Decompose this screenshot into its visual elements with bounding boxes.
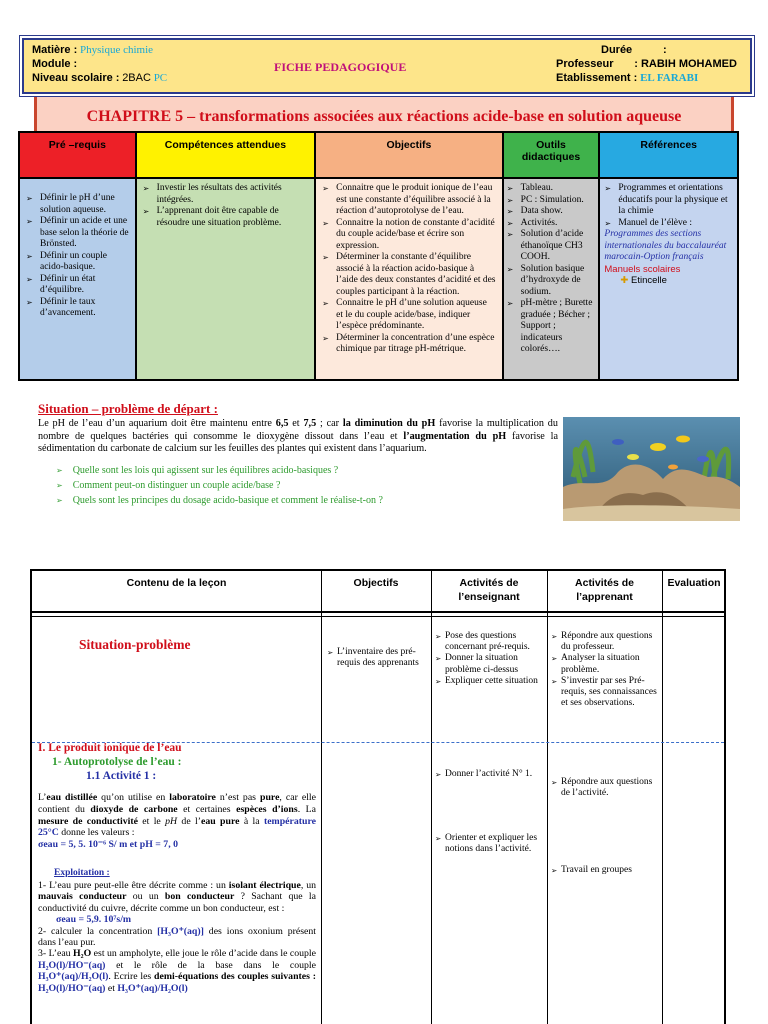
section-1-1-title: 1- Autoprotolyse de l’eau : — [52, 756, 182, 768]
question-item: ➢ Quelle sont les lois qui agissent sur les équilibres acido-basiques ? — [56, 465, 556, 476]
question-item: ➢ Quels sont les principes du dosage acido-basique et comment le réalise-t-on ? — [56, 495, 556, 506]
apprenant-travail: ➢ Travail en groupes — [551, 865, 661, 876]
objectif-item: ➢ Connaitre que le produit ionique de l’eau est une constante d’équilibre associé à la réaction d’autoprotolyse de l’eau. — [322, 183, 495, 218]
enseignant-item: ➢ Donner la situation problème ci-dessus — [435, 653, 547, 675]
prerequis-item: ➢ Définir un couple acido-basique. — [26, 251, 129, 274]
enseignant-orienter: ➢ Orienter et expliquer les notions dans l’activité. — [435, 833, 547, 855]
enseignant-cell — [435, 631, 547, 687]
prerequis-item: ➢ Définir le pH d’une solution aqueuse. — [26, 193, 129, 216]
references-header: Références — [600, 133, 737, 177]
outils-body — [504, 179, 599, 379]
competence-item: ➢ L’apprenant doit être capable de résoudre une situation problème. — [143, 206, 309, 229]
outil-item: ➢ Activités. — [507, 218, 596, 230]
outil-item: ➢ Solution d’acide éthanoïque CH3 COOH. — [507, 229, 596, 264]
contenu-header: Contenu de la leçon — [126, 577, 227, 589]
header-right — [556, 43, 737, 85]
header-box — [22, 38, 752, 94]
evaluation-header: Evaluation — [667, 577, 721, 589]
matiere-label: Matière : — [32, 44, 78, 56]
objectifs-header: Objectifs — [316, 133, 501, 177]
exploitation-text: 1- L’eau pure peut-elle être décrite comme : un isolant électrique, un mauvais conducteur ou un bon conducteur ? Sachant que la conductivité du cuivre, décrite comme un bon conducteur, est : σeau = 5,9. 10⁷s/m 2- calculer la concentration [H₃O⁺(aq)] des ions oxonium présent dans l’eau pur. 3- L’eau H₂O est un ampholyte, elle joue le rôle d’acide dans le couple H₂O(l)/HO⁻(aq) et le rôle de la base dans le couple H₃O⁺(aq)/H₂O(l). Ecrire les demi-équations des couples suivantes : H₂O(l)/HO⁻(aq) et H₃O⁺(aq)/H₂O(l) — [38, 880, 317, 994]
objectif-item: ➢ Déterminer la constante d’équilibre associé à la réaction acido-basique à l’aide des deux constantes d’acidité et des couples participant à la réaction. — [322, 252, 495, 298]
competences-body — [137, 179, 315, 379]
outils-header: Outils didactiques — [504, 133, 599, 177]
competences-header: Compétences attendues — [137, 133, 315, 177]
situation-title: Situation – problème de départ : — [38, 401, 218, 416]
professeur-label: Professeur — [556, 58, 614, 70]
objectif-item: ➢ Connaitre la notion de constante d’acidité du couple acide/base et écrire son expression. — [322, 218, 495, 253]
enseignant-item: ➢ Expliquer cette situation — [435, 676, 547, 687]
outil-item: ➢ pH-mètre ; Burette graduée ; Bécher ; Support ; indicateurs colorés…. — [507, 298, 596, 356]
prerequis-header: Pré –requis — [20, 133, 135, 177]
prerequis-item: ➢ Définir un acide et une base selon la théorie de Brönsted. — [26, 216, 129, 251]
objectif-cell: ➢ L’inventaire des pré-requis des apprenants — [327, 647, 431, 669]
prerequis-body — [20, 179, 135, 379]
objectif-item: ➢ Connaitre le pH d’une solution aqueuse et le du couple acide/base, indiquer l’espèce prédominante. — [322, 298, 495, 333]
apprenant-item: ➢ S’investir par ses Pré-requis, ses connaissances et ses observations. — [551, 676, 659, 710]
module-label: Module : — [32, 58, 78, 70]
fiche-title: FICHE PEDAGOGIQUE — [274, 60, 407, 74]
apprenant-header: Activités de l’apprenant — [575, 577, 634, 603]
arrow-down-icon: ✚ — [620, 275, 629, 286]
manuel-detail: Programmes des sections internationales du baccalauréat marocain-Option français — [604, 229, 727, 262]
duree-label: Durée — [601, 44, 633, 56]
niveau-suffix: PC — [153, 72, 168, 84]
objectifs-body — [316, 179, 501, 379]
niveau-label: Niveau scolaire : — [32, 72, 120, 84]
competence-item: ➢ Investir les résultats des activités intégrées. — [143, 183, 309, 206]
question-item: ➢ Comment peut-on distinguer un couple acide/base ? — [56, 480, 556, 491]
etincelle-item: ✚ Etincelle — [620, 275, 667, 286]
activite-1-title: 1.1 Activité 1 : — [86, 770, 157, 782]
enseignant-activite-1: ➢ Donner l’activité N° 1. — [435, 769, 547, 780]
apprenant-item: ➢ Analyser la situation problème. — [551, 653, 659, 675]
objectif-item: ➢ Déterminer la concentration d’une espèce chimique par titrage pH-métrique. — [322, 333, 495, 356]
lesson-table — [30, 569, 726, 1024]
niveau-value: 2BAC — [122, 72, 151, 84]
enseignant-header: Activités de l’enseignant — [458, 577, 520, 603]
exploitation-title: Exploitation : — [54, 868, 110, 878]
outil-item: ➢ PC : Simulation. — [507, 195, 596, 207]
outil-item: ➢ Solution basique d’hydroxyde de sodium. — [507, 264, 596, 299]
outil-item: ➢ Data show. — [507, 206, 596, 218]
situation-probleme-title: Situation-problème — [79, 637, 191, 652]
references-body — [600, 179, 737, 379]
matiere-value: Physique chimie — [80, 44, 154, 56]
objectifs-col-header: Objectifs — [353, 577, 399, 589]
etablissement-value: EL FARABI — [640, 72, 699, 84]
reference-item: ➢ Manuel de l’élève : — [604, 218, 733, 230]
apprenant-cell — [551, 631, 659, 709]
manuels-scolaires: Manuels scolaires — [604, 263, 681, 275]
prerequis-item: ➢ Définir un état d’équilibre. — [26, 274, 129, 297]
apprenant-activite-1: ➢ Répondre aux questions de l’activité. — [551, 777, 661, 799]
competence-table — [18, 131, 739, 381]
apprenant-item: ➢ Répondre aux questions du professeur. — [551, 631, 659, 653]
outil-item: ➢ Tableau. — [507, 183, 596, 195]
section-1-title: I. Le produit ionique de l’eau — [38, 742, 182, 754]
prerequis-item: ➢ Définir le taux d’avancement. — [26, 297, 129, 320]
duree-value: : — [662, 44, 667, 56]
enseignant-item: ➢ Pose des questions concernant pré-requis. — [435, 631, 547, 653]
reference-item: ➢ Programmes et orientations éducatifs pour la physique et la chimie — [604, 183, 733, 218]
situation-text: Le pH de l’eau d’un aquarium doit être maintenu entre 6,5 et 7,5 ; car la diminution du pH favorise la multiplication du nombre de quelques bactéries qui consomme le dioxygène dissout dans l’eau et l’augmentation du pH favorise la sédimentation du carbonate de calcium sur les feuilles des plantes qui existent dans l’aquarium. — [38, 418, 559, 454]
activite-1-text: L’eau distillée qu’on utilise en laboratoire n’est pas pure, car elle contient du dioxyde de carbone et certaines espèces d’ions. La mesure de conductivité et le pH de l’eau pure à la température 25°C donne les valeurs : σeau = 5, 5. 10⁻⁶ S/ m et pH = 7, 0 — [38, 792, 317, 851]
etablissement-label: Etablissement : — [556, 72, 638, 84]
aquarium-image — [563, 417, 740, 521]
professeur-value: : RABIH MOHAMED — [634, 58, 737, 70]
header-left — [32, 43, 167, 85]
chapter-title: CHAPITRE 5 – transformations associées aux réactions acide-base en solution aqueuse — [34, 97, 734, 131]
